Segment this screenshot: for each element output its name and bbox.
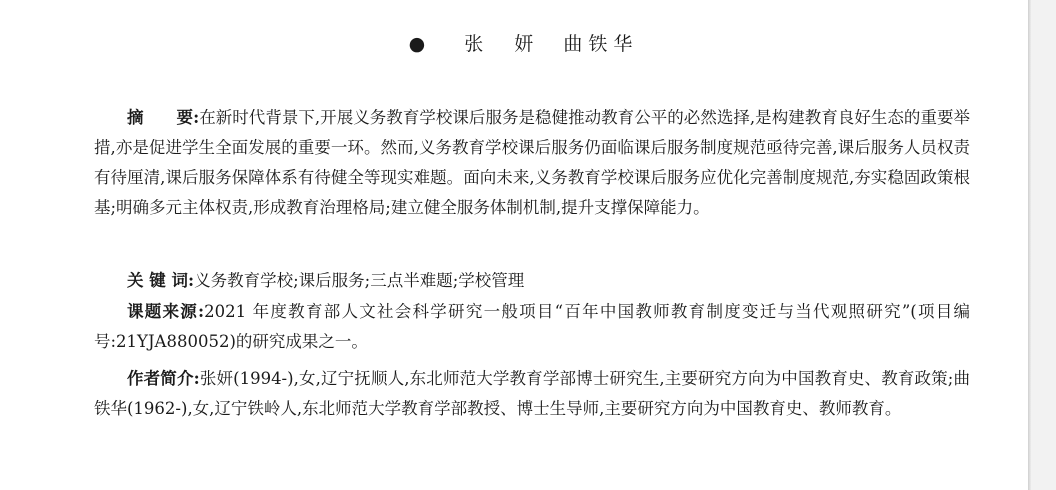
keywords-paragraph: [94, 266, 970, 296]
bio-text: 张妍(1994-),女,辽宁抚顺人,东北师范大学教育学部博士研究生,主要研究方向为中国教育史、教育政策;曲铁华(1962-),女,辽宁铁岭人,东北师范大学教育学部教授、博士生导师,主要研究方向为中国教育史、教师教育。: [94, 369, 970, 418]
author-name-1: 张 妍: [464, 33, 540, 55]
keywords-text: 义务教育学校;课后服务;三点半难题;学校管理: [194, 271, 525, 290]
author-bio-paragraph: [94, 364, 970, 424]
bio-label: 作者简介:: [127, 369, 200, 388]
author-line: [0, 31, 1056, 57]
abstract-label-part2: 要:: [176, 108, 200, 127]
funding-text: 2021 年度教育部人文社会科学研究一般项目“百年中国教师教育制度变迁与当代观照研究”(项目编号:21YJA880052)的研究成果之一。: [94, 302, 971, 351]
funding-label: 课题来源:: [127, 302, 205, 321]
page-edge-shadow: [1028, 0, 1031, 490]
abstract-paragraph: [94, 103, 970, 223]
funding-paragraph: [94, 297, 970, 357]
keywords-label: 关 键 词:: [127, 271, 195, 290]
abstract-text: 在新时代背景下,开展义务教育学校课后服务是稳健推动教育公平的必然选择,是构建教育良好生态的重要举措,亦是促进学生全面发展的重要一环。然而,义务教育学校课后服务仍面临课后服务制度规范亟待完善,课后服务人员权责有待厘清,课后服务保障体系有待健全等现实难题。面向未来,义务教育学校课后服务应优化完善制度规范,夯实稳固政策根基;明确多元主体权责,形成教育治理格局;建立健全服务体制机制,提升支撑保障能力。: [94, 108, 971, 217]
bullet-icon: ●: [408, 33, 426, 55]
author-name-2: 曲铁华: [563, 33, 639, 55]
abstract-label-part1: 摘: [127, 108, 144, 127]
